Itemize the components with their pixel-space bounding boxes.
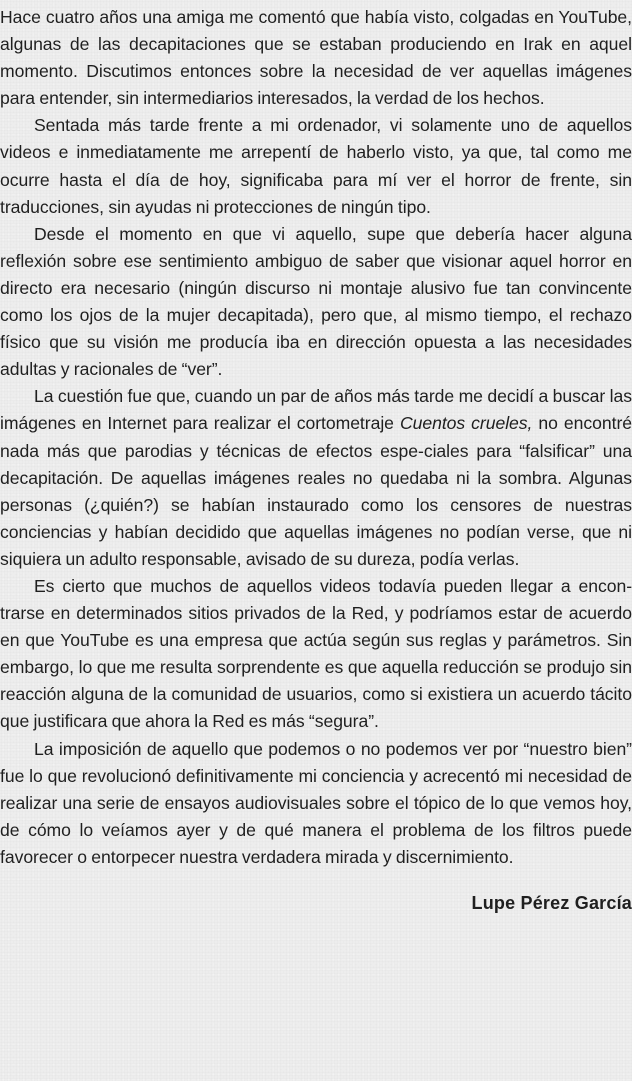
paragraph-1 bbox=[0, 4, 632, 112]
paragraph-6 bbox=[0, 736, 632, 871]
paragraph-4-text-start: La cuestión fue que, cuando un par de años más tarde me decidí a buscar las imágenes en Internet para realizar el cortometraje bbox=[0, 386, 632, 434]
paragraph-2 bbox=[0, 112, 632, 220]
paragraph-3 bbox=[0, 221, 632, 384]
paragraph-4-text-end: no encontré nada más que parodias y técnicas de efectos espe-ciales para “falsificar” una decapitación. De aquellas imágenes reales no quedaba ni la sombra. Algunas personas (¿quién?) se habían instaurado como los censores de nuestras conciencias y habían decidido que aquellas imágenes no podían verse, que ni siquiera un adulto responsable, avisado de su dureza, podía verlas. bbox=[0, 413, 632, 569]
paragraph-1-text: Hace cuatro años una amiga me comentó que había visto, colgadas en YouTube, algunas de las decapitaciones que se estaban produciendo en Irak en aquel momento. Discutimos entonces sobre la necesidad de ver aquellas imágenes para entender, sin intermediarios interesados, la verdad de los hechos. bbox=[0, 7, 632, 109]
film-title: Cuentos crueles, bbox=[399, 413, 533, 434]
paragraph-2-text: Sentada más tarde frente a mi ordenador, vi solamente uno de aquellos videos e inmediatamente me arrepentí de haberlo visto, ya que, tal como me ocurre hasta el día de hoy, significaba para mí ver el horror de frente, sin traducciones, sin ayudas ni protecciones de ningún tipo. bbox=[0, 115, 632, 217]
paragraph-4 bbox=[0, 383, 632, 573]
paragraph-5-text: Es cierto que muchos de aquellos videos todavía pueden llegar a encon-trarse en determinados sitios privados de la Red, y podríamos estar de acuerdo en que YouTube es una empresa que actúa según sus reglas y parámetros. Sin embargo, lo que me resulta sorprendente es que aquella reducción se produjo sin reacción alguna de la comunidad de usuarios, como si existiera un acuerdo tácito que justificara que ahora la Red es más “segura”. bbox=[0, 575, 632, 732]
paragraph-3-text: Desde el momento en que vi aquello, supe que debería hacer alguna reflexión sobre ese sentimiento ambiguo de saber que visionar aquel horror en directo era necesario (ningún discurso ni montaje alusivo fue tan convincente como los ojos de la mujer decapitada), pero que, al mismo tiempo, el rechazo físico que su visión me producía iba en dirección opuesta a las necesidades adultas y racionales de “ver”. bbox=[0, 223, 632, 380]
author-signature: Lupe Pérez García bbox=[471, 893, 632, 913]
paragraph-6-text: La imposición de aquello que podemos o no podemos ver por “nuestro bien” fue lo que revolucionó definitivamente mi conciencia y acrecentó mi necesidad de realizar una serie de ensayos audiovisuales sobre el tópico de lo que vemos hoy, de cómo lo veíamos ayer y de qué manera el problema de los filtros puede favorecer o entorpecer nuestra verdadera mirada y discernimiento. bbox=[0, 738, 632, 867]
paragraph-5 bbox=[0, 573, 632, 736]
